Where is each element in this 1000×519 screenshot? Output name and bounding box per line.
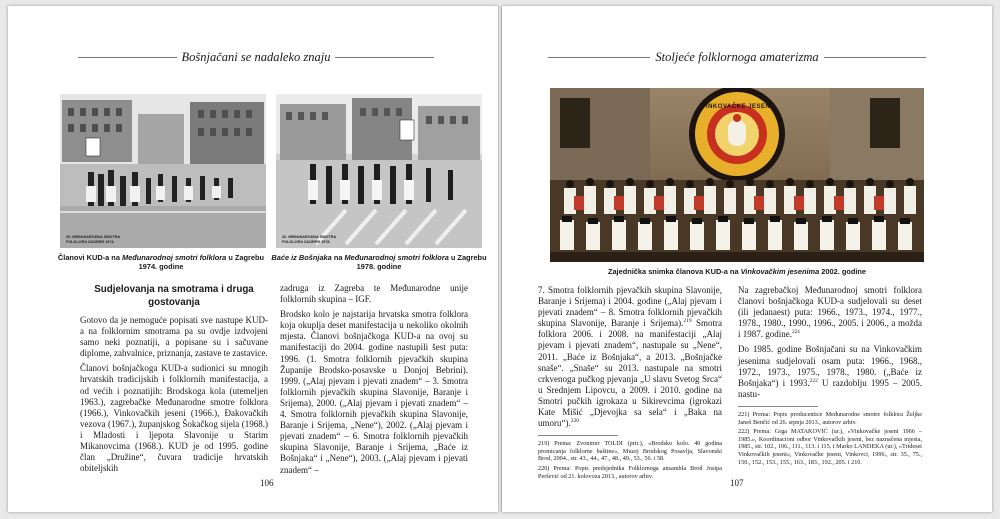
photo2-caption [270,253,488,271]
right-col2-paragraph-1 [738,285,922,340]
left-column-2 [280,283,468,480]
caption-part-a: Zajednička snimka članova KUD-a na [607,267,741,276]
photo1-sign: 33. MEĐUNARODNA SMOTRA FOLKLORA ZAGREB 1974. [66,235,121,244]
caption1-part-a: Članovi KUD-a na [57,253,122,262]
caption1-part-c: u Zagrebu 1974. godine [138,253,265,271]
photo1-caption [48,253,274,271]
left-header-title: Bošnjačani se nadaleko znaju [181,49,331,64]
header-rule-left [548,57,650,58]
photo-parade-1974 [60,94,266,248]
left-col1-paragraph-1: Gotovo da je nemoguće popisati sve nastupe KUD-a na folklornim smotrama pa su ovdje izdvojeni samo neki poznatiji, a popisane su i sačuvane diplome, zahvalnice, priznanja, zastave te zastavice. [80,315,268,359]
right-page [502,6,992,512]
header-rule-right [335,57,434,58]
footnote-219: 219) Prema: Zvonimir TOLDI (prir.), «Brodsko kolo. 40 godina promicanja folklorne baštine», Muzej Brodskog Posavlja, Slavonski Brod, 2004., str. 43., 44., 47., 48., 49., 53., 56. i 58. [538,440,722,463]
footnote-ref-219: 219 [683,318,692,325]
photo-group-vinkovacke-jeseni [550,88,924,262]
right-page-number: 107 [730,478,744,488]
footnote-ref-222: 222 [809,377,818,384]
caption2-part-d: u Zagrebu 1978. godine [356,253,487,271]
caption-part-c: 2002. godine [819,267,867,276]
right-col1-text-b: Smotra folklora 2006. i 2008. na manifestaciji „Alaj pjevam i pjevati znadem“, nastupale su „Nene“, 2011. „Baće iz Bošnjaka“, a 2013. „Bošnjačke snaše“. „Snaše“ su 2013. nastupale na smotri crkvenoga pučkog pjevanja „U slavu Svetog Srca“ u Srednjem Lipovcu, a 2009. i 2010. godine na Smotri pučkih igrokaza u Sikirevcima (igrokazi Kate Mišić „Djevojka sa sela“ i „Baka na umoru“). [538,318,723,429]
left-col2-paragraph-2: Brodsko kolo je najstarija hrvatska smotra folklora koja okuplja deset manifestacija u nekoliko okolnih mjesta. Članovi bošnjačkoga KUD-a na ovoj su manifestaciji do 2004. godine nastupili šest puta: 1996. (1. Smotra folklornih pjevačkih skupina Županije Brodsko-posavske u Donjoj Bebrini). 1999. („Alaj pjevam i pjevati znadem“ – 3. Smotra folklornih pjevačkih skupina Slavonije, Baranje i Srijema), 2000. („Alaj pjevam i pjevati znadem“ – 4. Smotra folklornih pjevačkih skupina Slavonije, Baranje i Srijema, „Nene“), 2002. („Alaj pjevam i pjevati znadem“ – 6. Smotra folklornih pjevačkih skupina Slavonije, Baranje i Srijema, „Baće iz Bošnjaka“ i „Nene“), 2003. („Alaj pjevam i pjevati znadem“ – [280,309,468,475]
right-column-1 [538,285,722,480]
left-page-number: 106 [260,478,274,488]
caption2-part-b: na [331,253,345,262]
footnote-rule [538,435,618,436]
caption2-part-c: Međunarodnoj smotri folklora [344,253,449,262]
caption1-part-b: Međunarodnoj smotri folklora [121,253,227,262]
footnote-222: 222) Prema: Grga MATAKOVIĆ (ur.), «Vinkovačke jeseni 1966 – 1985.», Koordinacioni odbor Vinkovačkih jeseni, bez naznačena mjesta, 1985., str. 102., 106., 111., 113. i 115. i Marko LANDEKA (ur.), «Trideset Vinkovačkih jeseni», Vinkovačke jeseni, Vinkovci, 1996., str. 35., 75., 150., 152., 153., 155., 163., 183., 192., 205. i 210. [738,428,922,466]
caption2-part-a: Baće iz Bošnjaka [271,253,332,262]
banner-text: VINKOVAČKE JESENI [701,104,773,110]
right-column-2 [738,285,922,466]
photo-parade-1978 [276,94,482,248]
caption-part-b: Vinkovačkim jesenima [740,267,820,276]
footnote-ref-221: 221 [792,329,801,336]
header-rule-left [78,57,177,58]
header-rule-right [824,57,926,58]
footnote-ref-220: 220 [570,418,579,425]
right-col2-text-2: Do 1985. godine Bošnjačani su na Vinkovačkim jesenima sudjelovali osam puta: 1966., 1968., 1972., 1973., 1975., 1978., 1980. („Baće iz Bošnjaka“) i 1993. [738,344,922,388]
footnote-220: 220) Prema: Popis predsjednika Folklornoga ansambla Brod Josipa Peršević od 21. kolovoza 2013., autorov arhiv. [538,465,722,480]
right-col2-text-1: Na zagrebačkoj Međunarodnoj smotri folklora članovi bošnjačkoga KUD-a sudjelovali su deset (ili jedanaest) puta: 1966., 1973., 1974., 1977., 1978., 1980., 1990., 1996., 2005. i 2006., a možda i 1987. godine. [738,285,922,340]
right-running-header [548,47,926,67]
left-page [8,6,498,512]
left-col2-paragraph-1: zadruga iz Zagreba te Međunarodne unije folklornih skupina – IGF. [280,283,468,305]
section-heading: Sudjelovanja na smotrama i druga gostovanja [94,284,254,308]
footnote-221: 221) Prema: Popis producentice Međunarodne smotre folklora Željke Janeš Benčić od 26. srpnja 2013., autorov arhiv. [738,410,922,426]
right-col1-paragraph [538,285,722,429]
left-col1-paragraph-2: Članovi bošnjačkoga KUD-a sudionici su mnogih hrvatskih tradicijskih i folklornih manifestacija, a od većih i poznatijih: Brodskoga kola (utemeljen 1963.), zagrebačke Međunarodne smotre folklora (1966.), Vinkovačkih jeseni (1966.), Đakovačkih vezova (1967.), županjskog Šokačkog sijela (1968.) i Mladosti i ljepota Slavonije u Starim Mikanovcima (1968.). KUD je od 1995. godine član „Družine“, čuvara tradicije hrvatskih obiteljskih [80,363,268,474]
group-photo-caption [550,267,924,276]
right-col2-text-3: U razdoblju 1995 – 2005. nastu- [738,377,922,399]
left-column-1 [80,283,268,478]
left-running-header [78,47,434,67]
right-header-title: Stoljeće folklornoga amaterizma [655,49,819,64]
right-col1-text-a: 7. Smotra folklornih pjevačkih skupina Slavonije, Baranje i Srijema) i 2004. godine („Alaj pjevam i pjevati znadem“ – 8. Smotra folklornih pjevačkih skupina Slavonije, Baranje i Srijema). [538,285,722,329]
footnote-rule [738,406,818,407]
photo2-sign: 32. MEĐUNARODNA SMOTRA FOLKLORA ZAGREB 1978. [282,235,337,244]
right-col2-paragraph-2 [738,344,922,399]
